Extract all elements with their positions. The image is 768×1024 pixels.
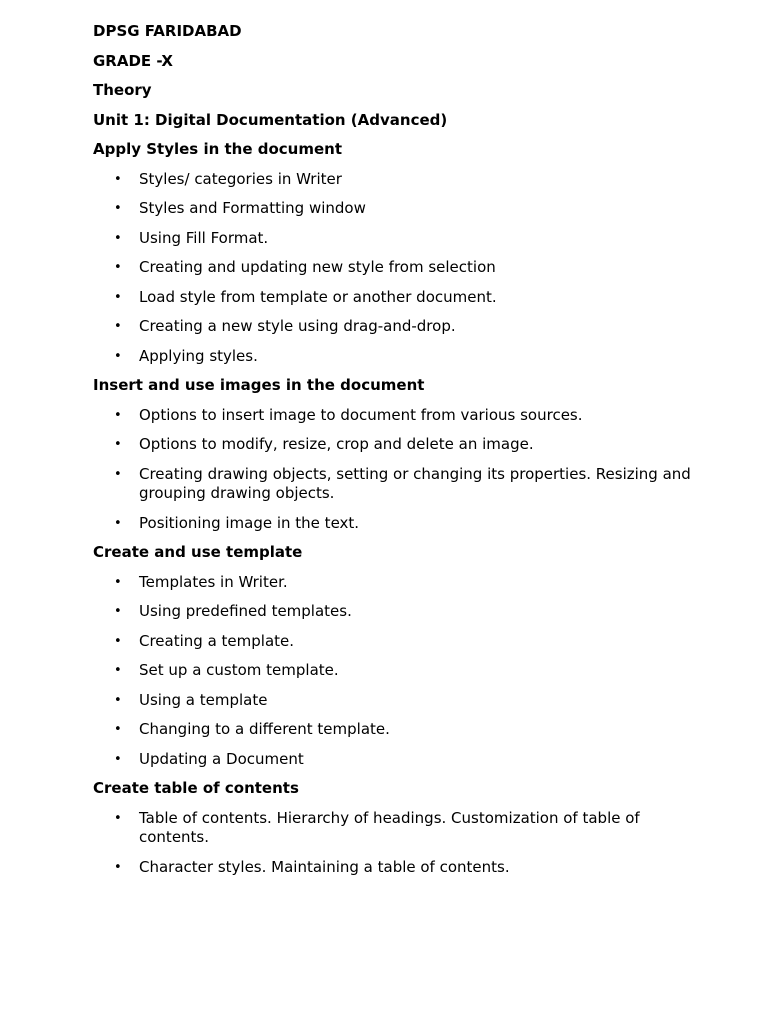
bullet-icon: • [114,289,122,305]
list-item-text: Creating a new style using drag-and-drop. [139,317,456,335]
list-item-text: Options to modify, resize, crop and delete an image. [139,435,534,453]
bullet-icon: • [114,407,122,423]
section-label: Theory [93,81,152,99]
bullet-icon: • [114,201,122,216]
list-item [93,406,693,426]
list-item-text: Load style from template or another document. [139,287,497,306]
topic-heading: Insert and use images in the document [93,376,425,394]
bullet-icon: • [114,663,122,678]
list-item-text: Using Fill Format. [139,228,269,247]
bullet-icon: • [114,171,122,187]
list-item-text: Changing to a different template. [139,720,390,738]
list-item [93,573,693,593]
topic-list [93,406,693,534]
list-item [93,691,693,711]
bullet-icon: • [114,859,122,875]
bullet-icon: • [114,348,122,364]
list-item [93,435,693,455]
list-item [93,258,693,278]
list-item-text: Positioning image in the text. [139,513,360,532]
school-name: DPSG FARIDABAD [93,22,242,40]
list-item-text: Templates in Writer. [139,572,288,591]
list-item-text: Updating a Document [139,749,304,768]
list-item-text: Table of contents. Hierarchy of headings. Customization of table of contents. [139,808,640,846]
bullet-icon: • [114,437,122,452]
bullet-icon: • [114,319,122,334]
bullet-icon: • [114,692,122,708]
bullet-icon: • [114,633,122,649]
grade-label: GRADE -X [93,51,173,70]
bullet-icon: • [114,604,122,619]
bullet-icon: • [114,260,122,275]
list-item [93,809,693,848]
bullet-icon: • [114,722,122,737]
topic-list [93,573,693,770]
bullet-icon: • [114,230,122,246]
topic-heading: Apply Styles in the document [93,140,342,158]
list-item-text: Creating drawing objects, setting or changing its properties. Resizing and grouping drawing objects. [139,464,691,502]
unit-title: Unit 1: Digital Documentation (Advanced) [93,110,448,129]
list-item [93,229,693,249]
bullet-icon: • [114,466,122,482]
list-item [93,317,693,337]
list-item-text: Set up a custom template. [139,661,339,679]
topic-list [93,170,693,367]
list-item-text: Options to insert image to document from various sources. [139,405,583,424]
list-item [93,661,693,681]
list-item-text: Creating and updating new style from selection [139,258,496,276]
list-item [93,199,693,219]
list-item-text: Character styles. Maintaining a table of contents. [139,857,510,876]
list-item-text: Styles and Formatting window [139,199,366,217]
list-item [93,858,693,878]
bullet-icon: • [114,515,122,531]
list-item [93,720,693,740]
document-page [93,22,693,887]
list-item [93,347,693,367]
bullet-icon: • [114,574,122,590]
list-item [93,170,693,190]
list-item [93,514,693,534]
list-item [93,602,693,622]
list-item-text: Styles/ categories in Writer [139,169,342,188]
list-item-text: Using predefined templates. [139,602,352,620]
list-item-text: Applying styles. [139,346,258,365]
list-item-text: Using a template [139,690,268,709]
list-item [93,632,693,652]
list-item [93,288,693,308]
topic-heading: Create and use template [93,543,303,561]
bullet-icon: • [114,810,122,826]
bullet-icon: • [114,751,122,767]
topic-list [93,809,693,878]
list-item [93,465,693,504]
list-item-text: Creating a template. [139,631,295,650]
list-item [93,750,693,770]
topic-heading: Create table of contents [93,779,299,797]
